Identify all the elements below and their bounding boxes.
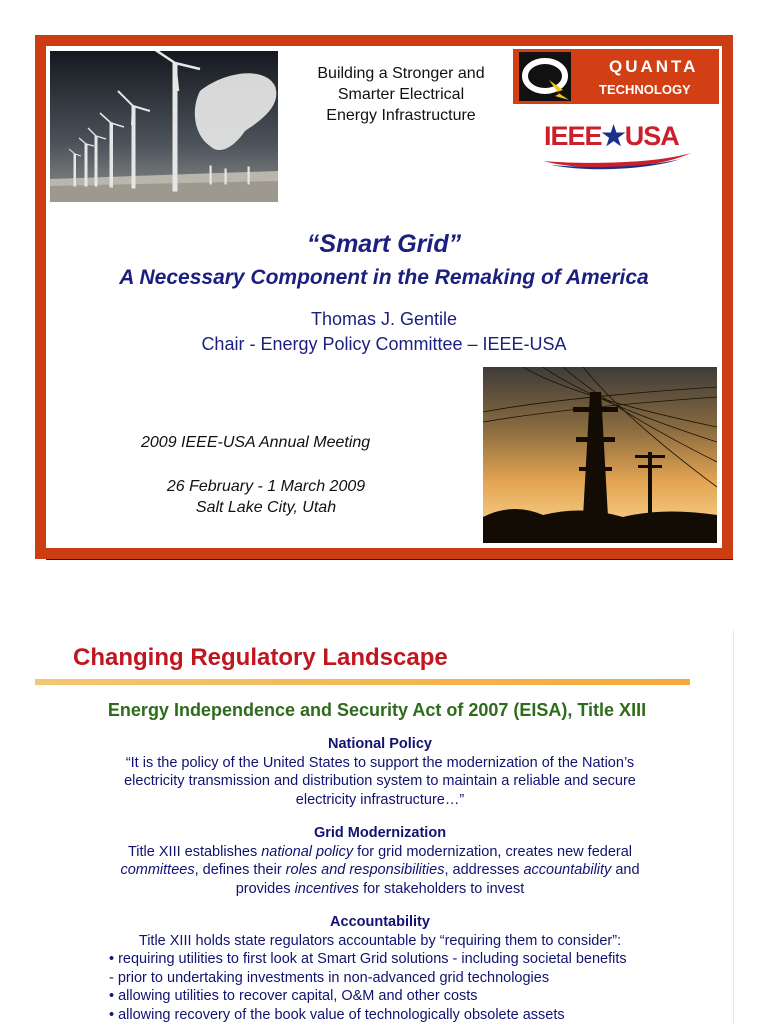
accountability-list <box>80 950 680 1024</box>
tagline-line: Smarter Electrical <box>337 86 465 103</box>
meeting-location: Salt Lake City, Utah <box>195 499 337 516</box>
grid-modernization-section <box>80 824 680 898</box>
tagline-line: Energy Infrastructure <box>326 107 476 124</box>
list-item: • allowing recovery of the book value of technologically obsolete assets <box>109 1006 565 1023</box>
emphasis-text: accountability <box>523 862 612 878</box>
author-role: Chair - Energy Policy Committee – IEEE-USA <box>201 334 567 354</box>
national-policy-section <box>80 735 680 809</box>
section-line <box>80 880 680 899</box>
ieee-part: IEEE <box>544 121 602 151</box>
meeting-details <box>146 476 386 518</box>
usa-part: USA <box>624 121 679 151</box>
slide-subtitle: Energy Independence and Security Act of 2007 (EISA), Title XIII <box>107 700 647 720</box>
text-run: , defines their <box>194 862 286 878</box>
slide-subtitle: A Necessary Component in the Remaking of America <box>119 266 649 289</box>
text-run: for grid modernization, creates new federal <box>353 843 633 860</box>
author-name: Thomas J. Gentile <box>310 309 458 329</box>
emphasis-text: roles and responsibilities <box>285 862 445 878</box>
accountability-section <box>80 913 680 1024</box>
text-run: , addresses <box>444 862 524 878</box>
quanta-technology-logo <box>513 49 719 104</box>
quanta-q-icon <box>519 52 571 101</box>
text-run: for stakeholders to invest <box>359 880 525 897</box>
quanta-sub: TECHNOLOGY <box>599 82 691 97</box>
section-line: “It is the policy of the United States to support the modernization of the Nation’s <box>125 754 635 771</box>
section-heading: National Policy <box>328 736 432 752</box>
emphasis-text: national policy <box>261 843 354 860</box>
star-icon: ★ <box>601 121 625 151</box>
section-heading: Accountability <box>330 914 430 930</box>
slide-edge-divider <box>733 630 734 1024</box>
ieee-usa-wordmark <box>544 121 679 152</box>
swoosh-icon <box>541 149 701 171</box>
regulatory-slide <box>0 630 768 1024</box>
title-slide <box>35 35 733 559</box>
text-run: provides <box>235 880 295 897</box>
tagline-line: Building a Stronger and <box>317 65 485 82</box>
list-item: • requiring utilities to first look at Smart Grid solutions - including societal benefits <box>109 951 627 967</box>
meeting-dates: 26 February - 1 March 2009 <box>166 478 366 495</box>
tagline <box>301 63 501 126</box>
ieee-usa-logo <box>541 121 701 171</box>
wind-turbines-photo <box>50 51 278 202</box>
slide-title: “Smart Grid” <box>306 230 462 258</box>
text-run: Title XIII establishes <box>127 843 262 860</box>
quanta-name: QUANTA <box>609 57 699 76</box>
title-underline-bar <box>35 679 690 685</box>
text-run: and <box>611 862 640 878</box>
power-tower-sunset-photo <box>483 367 717 543</box>
section-heading: Grid Modernization <box>313 825 447 841</box>
meeting-name: 2009 IEEE-USA Annual Meeting <box>141 434 371 451</box>
slide-title: Changing Regulatory Landscape <box>73 644 448 671</box>
emphasis-text: committees <box>120 862 195 878</box>
list-item: - prior to undertaking investments in non-advanced grid technologies <box>109 969 550 986</box>
section-intro: Title XIII holds state regulators accountable by “requiring them to consider”: <box>138 932 622 949</box>
section-line: electricity infrastructure…” <box>295 791 465 808</box>
section-line <box>80 843 680 862</box>
section-line <box>80 861 680 880</box>
emphasis-text: incentives <box>294 880 360 897</box>
section-line: electricity transmission and distribution system to maintain a reliable and secure <box>124 773 636 789</box>
list-item: • allowing utilities to recover capital, O&M and other costs <box>109 988 478 1004</box>
